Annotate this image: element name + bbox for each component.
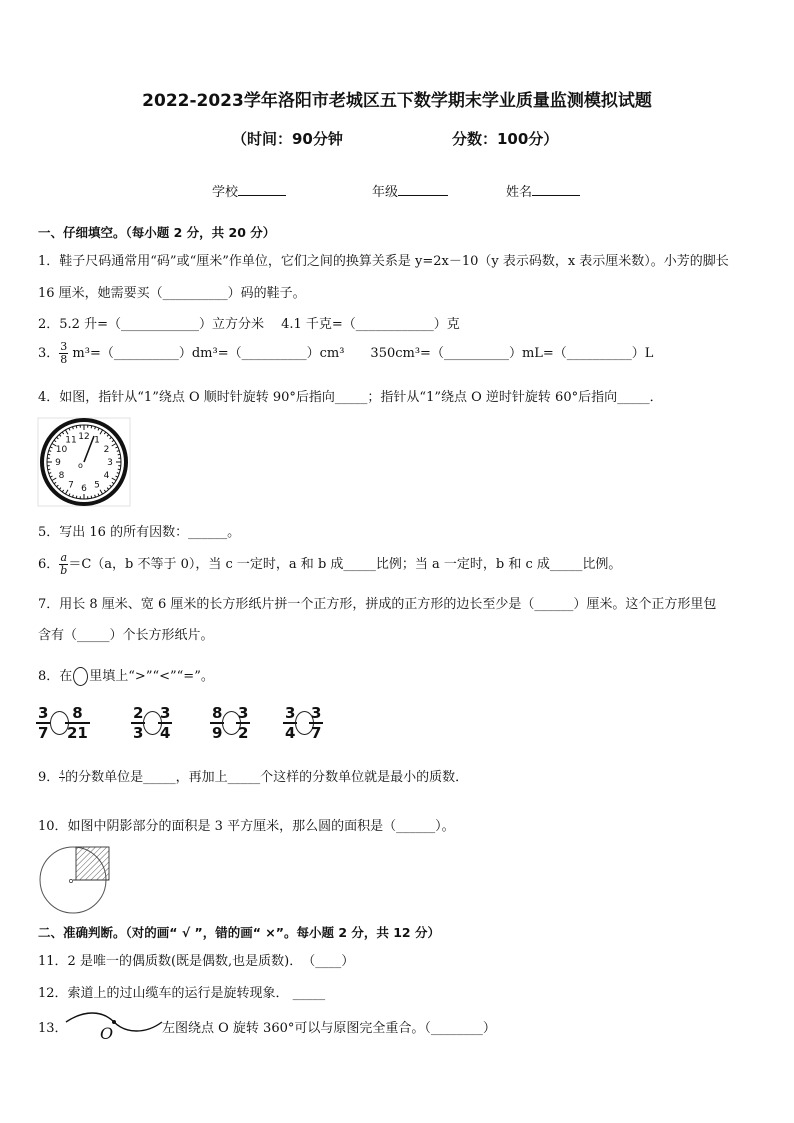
q8-pair1-left <box>36 704 50 742</box>
q8-p3-rn: 3 <box>238 704 249 722</box>
q3-text: m³=（__________）dm³=（__________）cm³ 350cm³=（__________）mL=（__________）L <box>68 346 654 361</box>
q2: 2．5.2 升=（____________）立方分米 4.1 千克=（____________）克 <box>38 317 460 332</box>
clock-number: 7 <box>68 480 74 491</box>
clock-number: 9 <box>55 458 61 468</box>
q3-frac-denominator: 8 <box>60 353 68 366</box>
clock-number: 12 <box>78 432 90 442</box>
q9-frac-numerator: 4 <box>60 770 65 777</box>
q8-p1-rd: 21 <box>67 724 88 742</box>
clock-number: 10 <box>55 445 68 455</box>
clock-number: 3 <box>107 458 113 468</box>
q11: 11．2 是唯一的偶质数(既是偶数,也是质数)． （____） <box>38 954 355 969</box>
clock-tick <box>118 469 120 470</box>
clock-tick <box>48 454 50 455</box>
q6-fraction <box>59 552 68 577</box>
q3-frac-numerator: 3 <box>60 340 68 353</box>
q8-p3-ln: 8 <box>212 704 223 722</box>
q8-pair3-right <box>236 704 250 742</box>
q8-oval-icon <box>73 667 88 686</box>
name-blank[interactable] <box>532 182 580 196</box>
q1-line2: 16 厘米，她需要买（__________）码的鞋子。 <box>38 286 306 301</box>
circle-shaded-figure <box>38 842 114 916</box>
q8-p4-rd: 7 <box>311 724 322 742</box>
q8-p4-ln: 3 <box>285 704 296 722</box>
grade-label: 年级 <box>372 185 399 200</box>
clock-number: 2 <box>103 445 110 455</box>
q5: 5．写出 16 的所有因数：______。 <box>38 525 241 540</box>
q8-p2-rd: 4 <box>160 724 171 742</box>
clock-number: 11 <box>65 435 77 446</box>
q13-number: 13． <box>38 1021 68 1036</box>
q9-frac-denominator: 7 <box>60 777 65 784</box>
section2-heading: 二、准确判断。（对的画“ √ ”，错的画“ ×”。每小题 2 分，共 12 分） <box>38 925 440 940</box>
q8-p3-rd: 2 <box>238 724 249 742</box>
clock-tick <box>48 469 50 470</box>
q9-text: 的分数单位是_____，再加上_____个这样的分数单位就是最小的质数． <box>65 770 469 785</box>
name-label: 姓名 <box>506 185 533 200</box>
q8-text-a: 8．在 <box>38 669 73 684</box>
clock-figure <box>36 416 132 508</box>
clock-tick <box>91 496 92 498</box>
clock-tick <box>76 426 77 428</box>
q6-text: ＝C（a，b 不等于 0），当 c 一定时，a 和 b 成_____比例；当 a 一定时，b 和 c 成_____比例。 <box>68 557 622 572</box>
q8-p1-ln: 3 <box>38 704 49 722</box>
q6 <box>38 552 621 577</box>
q3-number: 3． <box>38 346 60 361</box>
grade-field <box>372 181 448 200</box>
name-field <box>506 181 580 200</box>
grade-blank[interactable] <box>398 182 448 196</box>
clock-number: 4 <box>103 471 110 481</box>
clock-tick <box>118 454 120 455</box>
q3-fraction <box>59 341 68 366</box>
q8-p3-ld: 9 <box>212 724 223 742</box>
q8 <box>38 665 214 686</box>
exam-time: （时间：90分钟 <box>232 130 343 148</box>
clock-center-label: o <box>78 461 83 470</box>
q8-p1-rn: 8 <box>65 704 90 724</box>
section1-heading: 一、仔细填空。（每小题 2 分，共 20 分） <box>38 225 276 240</box>
q1-line1: 1．鞋子尺码通常用“码”或“厘米”作单位，它们之间的换算关系是 y=2x－10（y 表示码数，x 表示厘米数）。小芳的脚长 <box>38 254 729 269</box>
q8-pair1-right <box>65 704 90 742</box>
q7-line2: 含有（_____）个长方形纸片。 <box>38 628 214 643</box>
q6-frac-denominator: b <box>60 564 68 577</box>
exam-score: 分数：100分） <box>452 130 559 148</box>
clock-number: 1 <box>94 435 100 446</box>
wave-curve-figure <box>62 1006 166 1040</box>
q8-p2-ld: 3 <box>133 724 144 742</box>
q6-frac-numerator: a <box>60 551 68 564</box>
school-field <box>212 181 286 200</box>
q13-text: 左图绕点 O 旋转 360°可以与原图完全重合。（________） <box>162 1021 496 1036</box>
point-o-label: O <box>100 1024 114 1040</box>
school-label: 学校 <box>212 185 239 200</box>
q3 <box>38 341 653 366</box>
q6-number: 6． <box>38 557 60 572</box>
q8-p2-rn: 3 <box>160 704 171 722</box>
q8-p2-ln: 2 <box>133 704 144 722</box>
q4: 4．如图，指针从“1”绕点 O 顺时针旋转 90°后指向_____；指针从“1”绕点 O 逆时针旋转 60°后指向_____． <box>38 390 663 405</box>
q8-p4-rn: 3 <box>311 704 322 722</box>
q8-pair4-right <box>309 704 323 742</box>
q8-p4-ld: 4 <box>285 724 296 742</box>
clock-tick <box>76 496 77 498</box>
clock-tick <box>91 426 92 428</box>
school-blank[interactable] <box>238 182 286 196</box>
q9 <box>38 766 468 785</box>
page-title: 2022-2023学年洛阳市老城区五下数学期末学业质量监测模拟试题 <box>142 91 652 111</box>
clock-number: 5 <box>94 480 100 491</box>
q7-line1: 7．用长 8 厘米、宽 6 厘米的长方形纸片拼一个正方形，拼成的正方形的边长至少是（______）厘米。这个正方形里包 <box>38 597 717 612</box>
clock-number: 6 <box>81 484 87 494</box>
q8-pair2-right <box>158 704 172 742</box>
clock-number: 8 <box>58 471 65 481</box>
q8-text-b: 里填上“>”“<”“=”。 <box>89 669 214 684</box>
q8-p1-ld: 7 <box>38 724 49 742</box>
q10: 10．如图中阴影部分的面积是 3 平方厘米，那么圆的面积是（______）。 <box>38 819 455 834</box>
q9-number: 9． <box>38 770 60 785</box>
q12: 12．索道上的过山缆车的运行是旋转现象． _____ <box>38 986 326 1001</box>
